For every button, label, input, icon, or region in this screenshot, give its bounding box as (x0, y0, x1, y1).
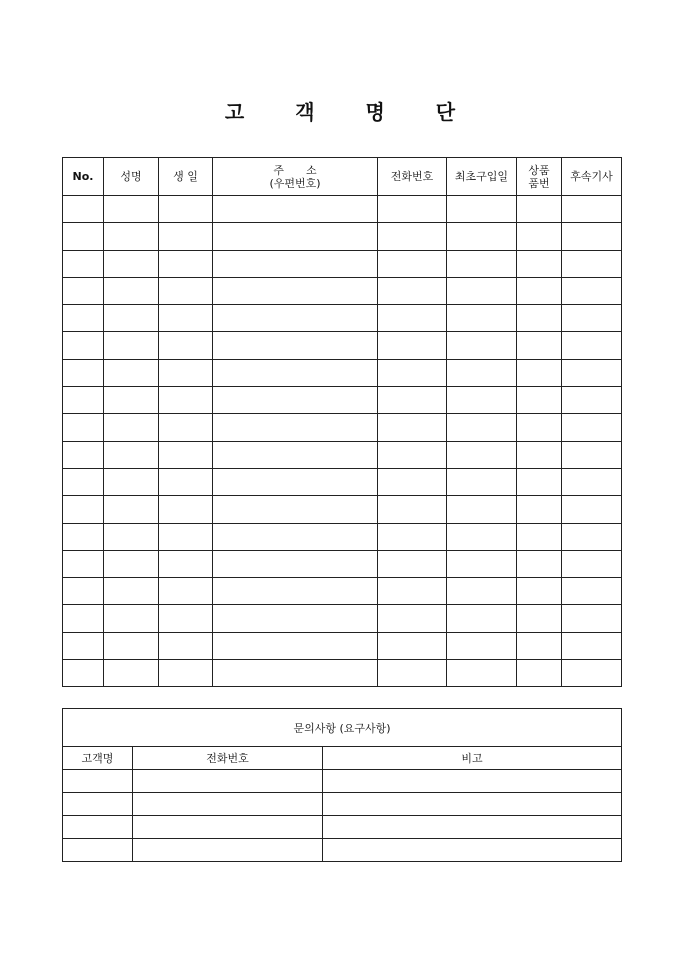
table-cell[interactable] (562, 523, 622, 550)
table-cell[interactable] (378, 605, 447, 632)
table-cell[interactable] (159, 441, 213, 468)
table-cell[interactable] (517, 414, 562, 441)
table-cell[interactable] (562, 305, 622, 332)
table-cell[interactable] (378, 660, 447, 687)
table-cell[interactable] (447, 441, 517, 468)
table-cell[interactable] (517, 196, 562, 223)
table-cell[interactable] (104, 250, 159, 277)
table-cell[interactable] (63, 305, 104, 332)
table-cell[interactable] (104, 496, 159, 523)
table-cell[interactable] (159, 523, 213, 550)
table-cell[interactable] (159, 277, 213, 304)
inquiry-cell[interactable] (133, 770, 323, 793)
table-cell[interactable] (159, 632, 213, 659)
table-cell[interactable] (562, 468, 622, 495)
table-cell[interactable] (517, 332, 562, 359)
table-cell[interactable] (562, 578, 622, 605)
table-cell[interactable] (213, 660, 378, 687)
customer-list-table (62, 157, 622, 687)
inquiry-cell[interactable] (133, 839, 323, 862)
table-cell[interactable] (562, 223, 622, 250)
table-cell[interactable] (63, 605, 104, 632)
table-cell[interactable] (517, 660, 562, 687)
table-cell[interactable] (104, 441, 159, 468)
table-cell[interactable] (104, 605, 159, 632)
table-cell[interactable] (159, 605, 213, 632)
table-row (63, 550, 622, 577)
table-cell[interactable] (447, 332, 517, 359)
table-cell[interactable] (63, 387, 104, 414)
table-cell[interactable] (562, 496, 622, 523)
table-cell[interactable] (213, 305, 378, 332)
table-cell[interactable] (517, 578, 562, 605)
table-cell[interactable] (562, 250, 622, 277)
table-cell[interactable] (104, 578, 159, 605)
table-cell[interactable] (63, 277, 104, 304)
table-cell[interactable] (63, 468, 104, 495)
table-cell[interactable] (213, 359, 378, 386)
inquiry-table (62, 708, 622, 862)
table-cell[interactable] (159, 496, 213, 523)
table-cell[interactable] (159, 550, 213, 577)
table-row (63, 223, 622, 250)
table-cell[interactable] (517, 359, 562, 386)
table-cell[interactable] (159, 250, 213, 277)
header-row (63, 158, 622, 196)
table-cell[interactable] (517, 632, 562, 659)
table-cell[interactable] (213, 223, 378, 250)
table-cell[interactable] (517, 523, 562, 550)
inquiry-header-remarks: 비고 (323, 747, 622, 770)
table-cell[interactable] (213, 414, 378, 441)
table-cell[interactable] (63, 223, 104, 250)
table-cell[interactable] (562, 632, 622, 659)
header-no: No. (63, 158, 104, 196)
header-first-purchase: 최초구입일 (447, 158, 517, 196)
table-cell[interactable] (562, 441, 622, 468)
table-cell[interactable] (562, 359, 622, 386)
table-cell[interactable] (213, 196, 378, 223)
table-row (63, 250, 622, 277)
inquiry-row (63, 793, 622, 816)
table-cell[interactable] (63, 196, 104, 223)
header-follow-up: 후속기사 (562, 158, 622, 196)
table-cell[interactable] (517, 550, 562, 577)
table-cell[interactable] (562, 332, 622, 359)
table-cell[interactable] (159, 468, 213, 495)
table-cell[interactable] (378, 523, 447, 550)
table-cell[interactable] (213, 277, 378, 304)
inquiry-caption: 문의사항 (요구사항) (63, 709, 622, 747)
table-cell[interactable] (447, 223, 517, 250)
table-cell[interactable] (63, 414, 104, 441)
inquiry-cell[interactable] (63, 839, 133, 862)
table-cell[interactable] (63, 441, 104, 468)
table-row (63, 414, 622, 441)
table-cell[interactable] (213, 468, 378, 495)
table-cell[interactable] (213, 605, 378, 632)
table-row (63, 578, 622, 605)
table-cell[interactable] (378, 578, 447, 605)
table-cell[interactable] (63, 632, 104, 659)
inquiry-row (63, 770, 622, 793)
header-birthday: 생 일 (159, 158, 213, 196)
table-cell[interactable] (104, 414, 159, 441)
inquiry-cell[interactable] (63, 770, 133, 793)
table-cell[interactable] (104, 550, 159, 577)
table-cell[interactable] (517, 468, 562, 495)
table-row (63, 523, 622, 550)
table-cell[interactable] (378, 359, 447, 386)
table-cell[interactable] (517, 277, 562, 304)
table-cell[interactable] (447, 468, 517, 495)
header-phone: 전화번호 (378, 158, 447, 196)
table-cell[interactable] (63, 578, 104, 605)
table-row (63, 387, 622, 414)
page-title: 고 객 명 단 (224, 100, 478, 124)
inquiry-header-customer: 고객명 (63, 747, 133, 770)
table-cell[interactable] (447, 496, 517, 523)
table-cell[interactable] (213, 332, 378, 359)
table-cell[interactable] (562, 550, 622, 577)
table-cell[interactable] (104, 223, 159, 250)
table-cell[interactable] (213, 550, 378, 577)
inquiry-cell[interactable] (323, 770, 622, 793)
table-cell[interactable] (63, 332, 104, 359)
table-cell[interactable] (378, 305, 447, 332)
table-cell[interactable] (562, 660, 622, 687)
inquiry-cell[interactable] (63, 816, 133, 839)
table-cell[interactable] (159, 223, 213, 250)
table-cell[interactable] (378, 196, 447, 223)
table-cell[interactable] (517, 441, 562, 468)
table-cell[interactable] (378, 332, 447, 359)
table-cell[interactable] (378, 223, 447, 250)
table-cell[interactable] (104, 305, 159, 332)
table-row (63, 632, 622, 659)
table-cell[interactable] (378, 496, 447, 523)
table-cell[interactable] (447, 359, 517, 386)
table-cell[interactable] (213, 632, 378, 659)
table-cell[interactable] (517, 305, 562, 332)
table-cell[interactable] (159, 660, 213, 687)
table-cell[interactable] (63, 660, 104, 687)
table-cell[interactable] (63, 523, 104, 550)
table-cell[interactable] (378, 414, 447, 441)
table-cell[interactable] (104, 632, 159, 659)
table-cell[interactable] (63, 550, 104, 577)
table-cell[interactable] (378, 387, 447, 414)
header-name: 성명 (104, 158, 159, 196)
inquiry-cell[interactable] (323, 839, 622, 862)
table-cell[interactable] (447, 550, 517, 577)
table-cell[interactable] (213, 441, 378, 468)
table-cell[interactable] (562, 605, 622, 632)
table-row (63, 468, 622, 495)
table-cell[interactable] (447, 414, 517, 441)
table-cell[interactable] (104, 359, 159, 386)
table-row (63, 332, 622, 359)
table-cell[interactable] (213, 578, 378, 605)
table-cell[interactable] (447, 632, 517, 659)
table-cell[interactable] (378, 277, 447, 304)
table-cell[interactable] (562, 387, 622, 414)
inquiry-row (63, 839, 622, 862)
table-row (63, 496, 622, 523)
table-cell[interactable] (63, 359, 104, 386)
table-cell[interactable] (104, 387, 159, 414)
table-cell[interactable] (104, 660, 159, 687)
table-cell[interactable] (562, 277, 622, 304)
inquiry-cell[interactable] (133, 793, 323, 816)
table-cell[interactable] (378, 441, 447, 468)
table-cell[interactable] (447, 578, 517, 605)
table-row (63, 305, 622, 332)
table-cell[interactable] (378, 632, 447, 659)
table-cell[interactable] (447, 523, 517, 550)
inquiry-cell[interactable] (133, 816, 323, 839)
table-cell[interactable] (104, 523, 159, 550)
table-cell[interactable] (447, 660, 517, 687)
table-cell[interactable] (517, 605, 562, 632)
table-cell[interactable] (63, 496, 104, 523)
table-cell[interactable] (104, 468, 159, 495)
table-cell[interactable] (104, 277, 159, 304)
table-cell[interactable] (378, 550, 447, 577)
table-cell[interactable] (104, 332, 159, 359)
table-cell[interactable] (213, 250, 378, 277)
table-cell[interactable] (159, 387, 213, 414)
table-row (63, 441, 622, 468)
inquiry-cell[interactable] (63, 793, 133, 816)
inquiry-cell[interactable] (323, 816, 622, 839)
header-product-no: 상품 품번 (517, 158, 562, 196)
table-row (63, 277, 622, 304)
table-cell[interactable] (159, 578, 213, 605)
inquiry-cell[interactable] (323, 793, 622, 816)
table-cell[interactable] (447, 196, 517, 223)
table-cell[interactable] (159, 332, 213, 359)
table-row (63, 605, 622, 632)
table-cell[interactable] (104, 196, 159, 223)
table-row (63, 660, 622, 687)
table-cell[interactable] (159, 196, 213, 223)
table-cell[interactable] (159, 359, 213, 386)
table-cell[interactable] (447, 250, 517, 277)
table-cell[interactable] (562, 196, 622, 223)
table-row (63, 196, 622, 223)
table-cell[interactable] (517, 387, 562, 414)
table-row (63, 359, 622, 386)
table-cell[interactable] (517, 223, 562, 250)
table-cell[interactable] (159, 414, 213, 441)
table-cell[interactable] (447, 605, 517, 632)
table-cell[interactable] (517, 496, 562, 523)
table-cell[interactable] (213, 496, 378, 523)
table-cell[interactable] (378, 250, 447, 277)
table-cell[interactable] (447, 305, 517, 332)
table-cell[interactable] (447, 277, 517, 304)
table-cell[interactable] (63, 250, 104, 277)
table-cell[interactable] (213, 387, 378, 414)
inquiry-header-phone: 전화번호 (133, 747, 323, 770)
table-cell[interactable] (517, 250, 562, 277)
table-cell[interactable] (562, 414, 622, 441)
inquiry-row (63, 816, 622, 839)
table-cell[interactable] (159, 305, 213, 332)
table-cell[interactable] (378, 468, 447, 495)
table-cell[interactable] (213, 523, 378, 550)
table-cell[interactable] (447, 387, 517, 414)
header-address: 주 소 (우편번호) (213, 158, 378, 196)
